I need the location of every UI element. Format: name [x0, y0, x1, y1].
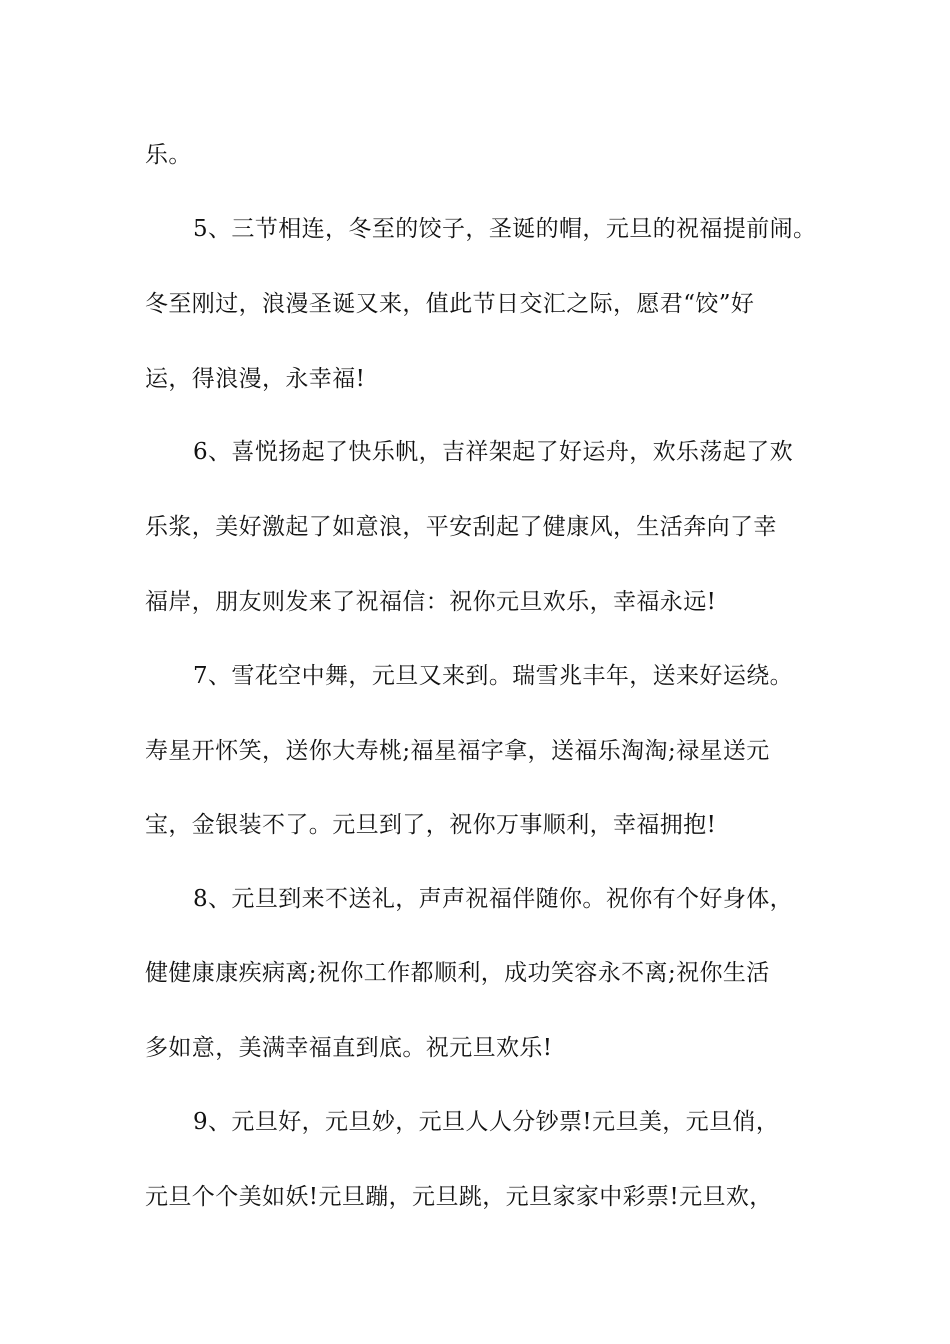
paragraph-9-line: 9、元旦好，元旦妙，元旦人人分钞票!元旦美，元旦俏，	[193, 1109, 780, 1135]
paragraph-6-line: 6、喜悦扬起了快乐帆，吉祥架起了好运舟，欢乐荡起了欢	[193, 439, 794, 465]
paragraph-8-line: 8、元旦到来不送礼，声声祝福伴随你。祝你有个好身体，	[193, 886, 794, 912]
text-line: 乐。	[145, 142, 192, 168]
text-line: 寿星开怀笑，送你大寿桃;福星福字拿，送福乐淘淘;禄星送元	[145, 738, 770, 764]
paragraph-5-line: 5、三节相连，冬至的饺子，圣诞的帽，元旦的祝福提前闹。	[193, 216, 817, 242]
text-line: 运，得浪漫，永幸福!	[145, 366, 366, 392]
text-line: 元旦个个美如妖!元旦蹦，元旦跳，元旦家家中彩票!元旦欢，	[145, 1184, 773, 1210]
text-line: 乐浆，美好激起了如意浪，平安刮起了健康风，生活奔向了幸	[145, 514, 777, 540]
text-line: 冬至刚过，浪漫圣诞又来，值此节日交汇之际，愿君“饺”好	[145, 291, 755, 317]
text-line: 多如意，美满幸福直到底。祝元旦欢乐!	[145, 1035, 553, 1061]
text-line: 健健康康疾病离;祝你工作都顺利，成功笑容永不离;祝你生活	[145, 960, 770, 986]
paragraph-7-line: 7、雪花空中舞，元旦又来到。瑞雪兆丰年，送来好运绕。	[193, 663, 794, 689]
text-line: 福岸，朋友则发来了祝福信：祝你元旦欢乐，幸福永远!	[145, 589, 717, 615]
text-line: 宝，金银装不了。元旦到了，祝你万事顺利，幸福拥抱!	[145, 812, 717, 838]
